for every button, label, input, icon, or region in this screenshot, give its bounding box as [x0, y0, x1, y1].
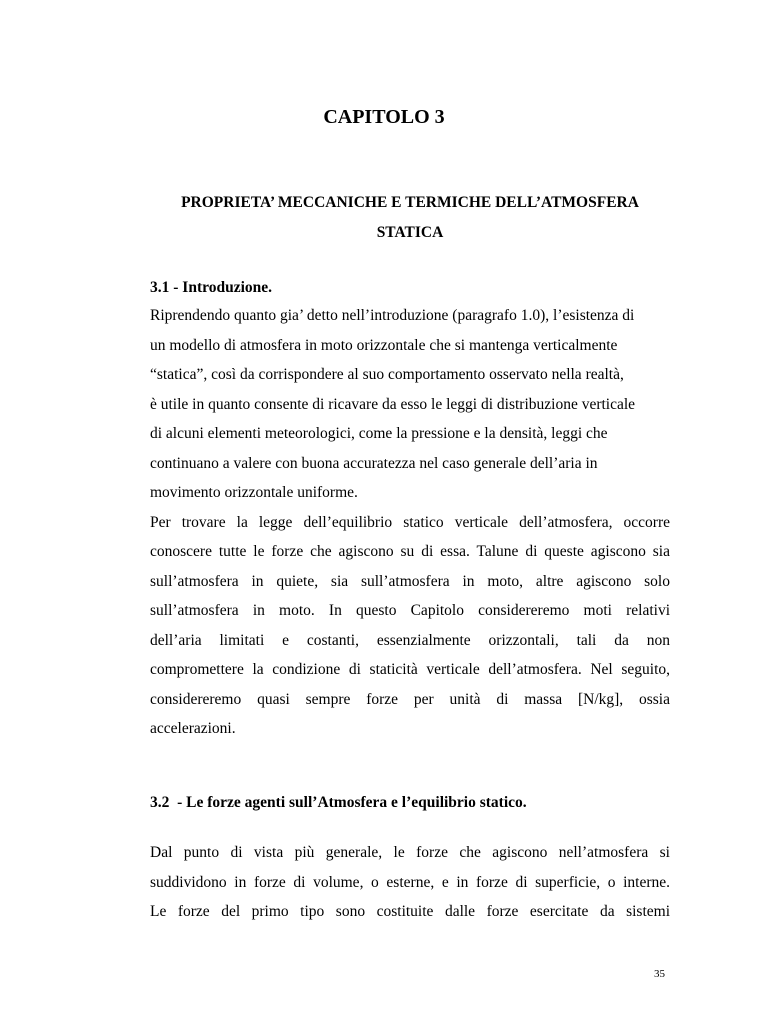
paragraph-line: accelerazioni. — [150, 720, 236, 737]
section-heading-introduction: 3.1 - Introduzione. — [150, 279, 273, 296]
paragraph-line: Riprendendo quanto gia’ detto nell’introduzione (paragrafo 1.0), l’esistenza di — [150, 307, 635, 324]
paragraph-line: compromettere la condizione di staticità verticale dell’atmosfera. Nel seguito, — [150, 661, 670, 678]
paragraph-line: sull’atmosfera in moto. In questo Capitolo considereremo moti relativi — [150, 602, 670, 619]
paragraph-line: dell’aria limitati e costanti, essenzialmente orizzontali, tali da non — [150, 631, 670, 649]
chapter-subtitle-line: STATICA — [376, 223, 444, 241]
paragraph-line: movimento orizzontale uniforme. — [150, 484, 358, 501]
paragraph-line: di alcuni elementi meteorologici, come la pressione e la densità, leggi che — [150, 425, 608, 442]
paragraph-line: Le forze del primo tipo sono costituite dalle forze esercitate da sistemi — [150, 903, 670, 920]
paragraph-line: un modello di atmosfera in moto orizzontale che si mantenga verticalmente — [150, 336, 618, 354]
page-number: 35 — [654, 968, 665, 980]
chapter-subtitle — [150, 188, 670, 247]
paragraph-line: sull’atmosfera in quiete, sia sull’atmosfera in moto, altre agiscono solo — [150, 572, 670, 590]
paragraph-line: suddividono in forze di volume, o esterne, e in forze di superficie, o interne. — [150, 873, 670, 891]
paragraph-line: è utile in quanto consente di ricavare da esso le leggi di distribuzione verticale — [150, 395, 636, 413]
paragraph-introduction-1 — [150, 301, 670, 744]
paragraph-line: conoscere tutte le forze che agiscono su di essa. Talune di queste agiscono sia — [150, 543, 670, 560]
chapter-subtitle-line: PROPRIETA’ MECCANICHE E TERMICHE DELL’ATMOSFERA — [181, 194, 639, 211]
paragraph-forces-1 — [150, 838, 670, 927]
paragraph-line: considereremo quasi sempre forze per unità di massa [N/kg], ossia — [150, 690, 670, 708]
chapter-title: CAPITOLO 3 — [323, 106, 445, 128]
paragraph-line: continuano a valere con buona accuratezza nel caso generale dell’aria in — [150, 454, 598, 472]
section-heading-forces: 3.2 - Le forze agenti sull’Atmosfera e l’equilibrio statico. — [150, 794, 527, 811]
paragraph-line: “statica”, così da corrispondere al suo comportamento osservato nella realtà, — [150, 366, 624, 383]
paragraph-line: Dal punto di vista più generale, le forze che agiscono nell’atmosfera si — [150, 844, 670, 861]
paragraph-line: Per trovare la legge dell’equilibrio statico verticale dell’atmosfera, occorre — [150, 513, 670, 531]
